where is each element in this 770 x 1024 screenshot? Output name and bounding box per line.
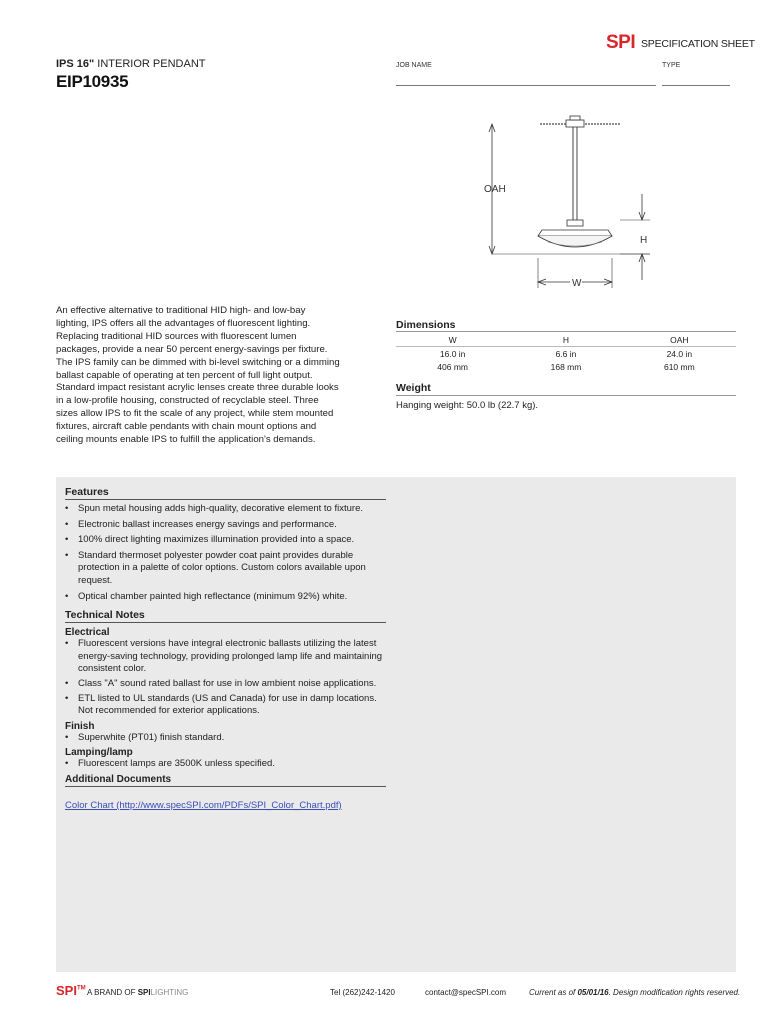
footer-note-suffix: . Design modification rights reserved. xyxy=(608,988,741,997)
list-item: • Fluorescent lamps are 3500K unless specified. xyxy=(65,758,386,771)
table-row xyxy=(396,360,736,373)
electrical-heading: Electrical xyxy=(65,627,110,639)
type-label: TYPE xyxy=(662,62,681,69)
technical-notes-heading: Technical Notes xyxy=(65,609,145,622)
technical-rule xyxy=(65,622,386,623)
list-item: • ETL listed to UL standards (US and Canada) for use in damp locations. Not recommended for exterior applications. xyxy=(65,693,386,718)
list-item: • Electronic ballast increases energy savings and performance. xyxy=(65,519,386,532)
dim-cell: 610 mm xyxy=(663,361,695,372)
additional-documents-heading: Additional Documents xyxy=(65,773,172,785)
dim-header-oah: OAH xyxy=(623,333,736,347)
dim-header-h: H xyxy=(509,333,622,347)
footer-note-date: 05/01/16 xyxy=(577,988,609,997)
weight-rule xyxy=(396,395,736,396)
brand-logo: SPI xyxy=(606,32,636,53)
fixture-diagram xyxy=(470,112,670,298)
model-number: EIP10935 xyxy=(56,72,129,91)
documents-rule xyxy=(65,786,386,787)
footer-note-prefix: Current as of xyxy=(529,988,578,997)
color-chart-link[interactable]: Color Chart (http://www.specSPI.com/PDFs/SPI_Color_Chart.pdf) xyxy=(65,799,342,811)
features-heading: Features xyxy=(65,486,109,498)
w-label: W xyxy=(572,278,582,289)
list-item: • Spun metal housing adds high-quality, decorative element to fixture. xyxy=(65,503,386,516)
footer-brand-prefix: A BRAND OF xyxy=(87,988,138,997)
footer-brand-bold: SPI xyxy=(137,988,151,997)
footer-note xyxy=(529,988,740,997)
features-list xyxy=(65,503,386,603)
footer-brand-light: LIGHTING xyxy=(150,988,189,997)
finish-list xyxy=(65,732,386,745)
dim-header-w: W xyxy=(396,333,509,347)
list-item: • Superwhite (PT01) finish standard. xyxy=(65,732,386,745)
product-size: IPS 16" xyxy=(56,58,95,70)
table-row xyxy=(396,347,736,361)
list-item: • Class "A" sound rated ballast for use in low ambient noise applications. xyxy=(65,678,386,691)
finish-heading: Finish xyxy=(65,720,95,732)
product-type: INTERIOR PENDANT xyxy=(94,58,206,70)
job-name-label: JOB NAME xyxy=(396,62,432,69)
footer-email[interactable]: contact@specSPI.com xyxy=(425,988,507,997)
electrical-list xyxy=(65,638,386,718)
list-item: • Fluorescent versions have integral electronic ballasts utilizing the latest energy-saving technology, providing prolonged lamp life and maintaining consistent color. xyxy=(65,638,386,676)
list-item: • Standard thermoset polyester powder coat paint provides durable protection in a palette of color options. Custom colors available upon request. xyxy=(65,550,386,588)
intro-paragraph: An effective alternative to traditional HID high- and low-bay lighting, IPS offers all the advantages of fluorescent lighting. Replacing traditional HID sources with fluorescent lumen packages, provide a near 50 percent energy-savings per fixture. The IPS family can be dimmed with bi-level switching or a dimming ballast capable of operating at ten percent of full light output. Standard impact resistant acrylic lenses create three durable looks in a low-profile housing, constructed of recyclable steel. Three sizes allow IPS to fit the scale of any project, while stem mounted fixtures, aircraft cable pendants with chain mount options and ceiling mounts enable IPS to fulfill the application's demands. xyxy=(56,305,340,446)
dim-cell: 406 mm xyxy=(437,361,469,372)
dim-cell: 6.6 in xyxy=(555,348,577,359)
list-item: • Optical chamber painted high reflectance (minimum 92%) white. xyxy=(65,591,386,604)
dimensions-table xyxy=(396,333,736,373)
dim-cell: 168 mm xyxy=(550,361,582,372)
features-section xyxy=(65,486,386,813)
footer-logo-text: SPI xyxy=(56,983,77,998)
h-label: H xyxy=(640,235,648,246)
weight-heading: Weight xyxy=(396,382,431,394)
dim-cell: 24.0 in xyxy=(666,348,693,359)
features-rule xyxy=(65,499,386,500)
footer-brand xyxy=(87,988,188,997)
list-item: • 100% direct lighting maximizes illumination provided into a space. xyxy=(65,534,386,547)
dimensions-heading: Dimensions xyxy=(396,319,456,331)
product-line xyxy=(56,58,205,70)
footer-phone: Tel (262)242-1420 xyxy=(330,988,395,997)
job-name-field[interactable] xyxy=(396,85,656,86)
lamping-heading: Lamping/lamp xyxy=(65,747,133,759)
oah-label: OAH xyxy=(484,184,506,195)
sheet-title: SPECIFICATION SHEET xyxy=(641,38,755,50)
lamping-list xyxy=(65,758,386,771)
trademark-mark: TM xyxy=(76,985,86,992)
weight-text: Hanging weight: 50.0 lb (22.7 kg). xyxy=(396,400,539,411)
dimensions-rule xyxy=(396,331,736,332)
dim-cell: 16.0 in xyxy=(439,348,466,359)
footer-logo xyxy=(56,983,86,998)
type-field[interactable] xyxy=(662,85,730,86)
dimensions-header-row xyxy=(396,333,736,347)
